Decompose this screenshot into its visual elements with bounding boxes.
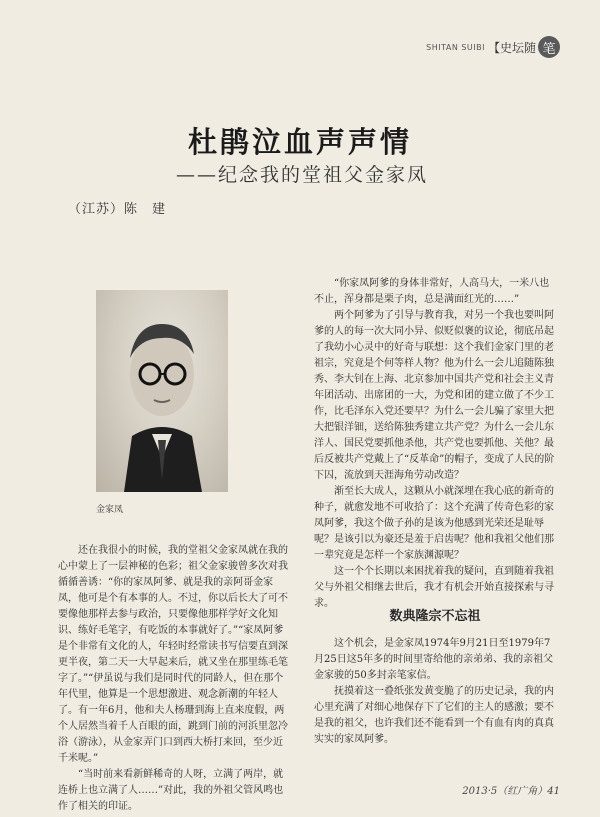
paragraph: “你家凤阿爹的身体非常好，人高马大，一米八也不止，浑身都是栗子肉，总是满面红光的……”: [314, 278, 550, 305]
section-heading: 数典隆宗不忘祖: [389, 609, 481, 624]
article-title: 杜鹃泣血声声情: [187, 125, 412, 159]
right-column: [314, 276, 556, 612]
paragraph: 这一个个长期以来困扰着我的疑问，直到随着我祖父与外祖父相继去世后，我才有机会开始直接探索与寻求。: [314, 566, 554, 609]
photo-caption: 金家凤: [96, 505, 124, 515]
paragraph: 渐至长大成人，这颗从小就深埋在我心底的新奇的种子，就愈发地不可收拾了：这个充满了传奇色彩的家凤阿爹，我这个做子孙的是该为他感到光荣还是耻辱呢？是该引以为豪还是羞于启齿呢？他和我祖父他们那一辈究竟是怎样一个家族渊源呢？: [314, 486, 554, 561]
portrait-photo: [96, 290, 228, 492]
paragraph: “当时前来看新鲜稀奇的人呀，立满了两岸，就连桥上也立满了人……”对此，我的外祖父管风鸣也作了相关的印证。: [58, 769, 284, 812]
paragraph: 还在我很小的时候，我的堂祖父金家凤就在我的心中蒙上了一层神秘的色彩；祖父金家骏曾多次对我循循善诱：“你的家凤阿爹、就是我的亲阿哥金家凤，他可是个有本事的人。不过，你以后长大了可不要像他那样去参与政治，只要像他那样学好文化知识、练好毛笔字，有吃饭的本事就好了。”“家凤阿爹是个非常有文化的人，年轻时经常读书写信要直到深更半夜，第二天一大早起来后，就又坐在那里练毛笔字了。”“伊虽说与我们是同时代的同龄人，但在那个年代里，他算是一个思想激进、观念新潮的年轻人了。有一年6月，他和夫人杨珊到海上直来度假，两个人居然当着千人百眼的面，跳到门前的河浜里忽冷浴（游泳），从金家弄门口到西大桥打来回，至少近千米呢。”: [58, 545, 288, 764]
section-name-zh: 【史坛随: [487, 40, 536, 55]
article-author: （江苏）陈 建: [68, 202, 167, 217]
paragraph: 这个机会，是金家凤1974年9月21日至1979年7月25日这5年多的时间里寄给他的亲弟弟、我的亲祖父金家骏的50多封亲笔家信。: [314, 638, 554, 681]
section-badge: 笔: [538, 36, 560, 58]
page-footer: 2013·5（红广角）41: [462, 786, 560, 797]
paragraph: 两个阿爹为了引导与教育我，对另一个我也要叫阿爹的人的每一次大同小异、似贬似褒的议论，彻底吊起了我幼小心灵中的好奇与联想：这个我们金家门里的老祖宗，究竟是个何等样人物？他为什么一会儿追随陈独秀、李大钊在上海、北京参加中国共产党和社会主义青年团活动、出席团的一大，为党和团的建立做了不少工作，比毛泽东入党还要早？为什么一会儿骗了家里大把大把银洋钿，送给陈独秀建立共产党？为什么一会儿东洋人、国民党要抓他杀他，共产党也要抓他、关他？最后反被共产党戴上了“反革命”的帽子，变成了人民的阶下囚，流放到天涯海角劳动改造？: [314, 310, 555, 481]
left-column: [58, 543, 288, 815]
article-subtitle: ——纪念我的堂祖父金家凤: [176, 164, 429, 186]
portrait-icon: [96, 290, 228, 492]
section-name-en: SHITAN SUIBI: [426, 42, 485, 52]
paragraph: 抚摸着这一叠纸张发黄变脆了的历史记录，我的内心里充满了对细心地保存下了它们的主人的感激；要不是我的祖父，也许我们还不能看到一个有血有肉的真真实实的家凤阿爹。: [314, 686, 554, 745]
section-header: [426, 36, 560, 58]
right-column-lower: [314, 636, 556, 748]
